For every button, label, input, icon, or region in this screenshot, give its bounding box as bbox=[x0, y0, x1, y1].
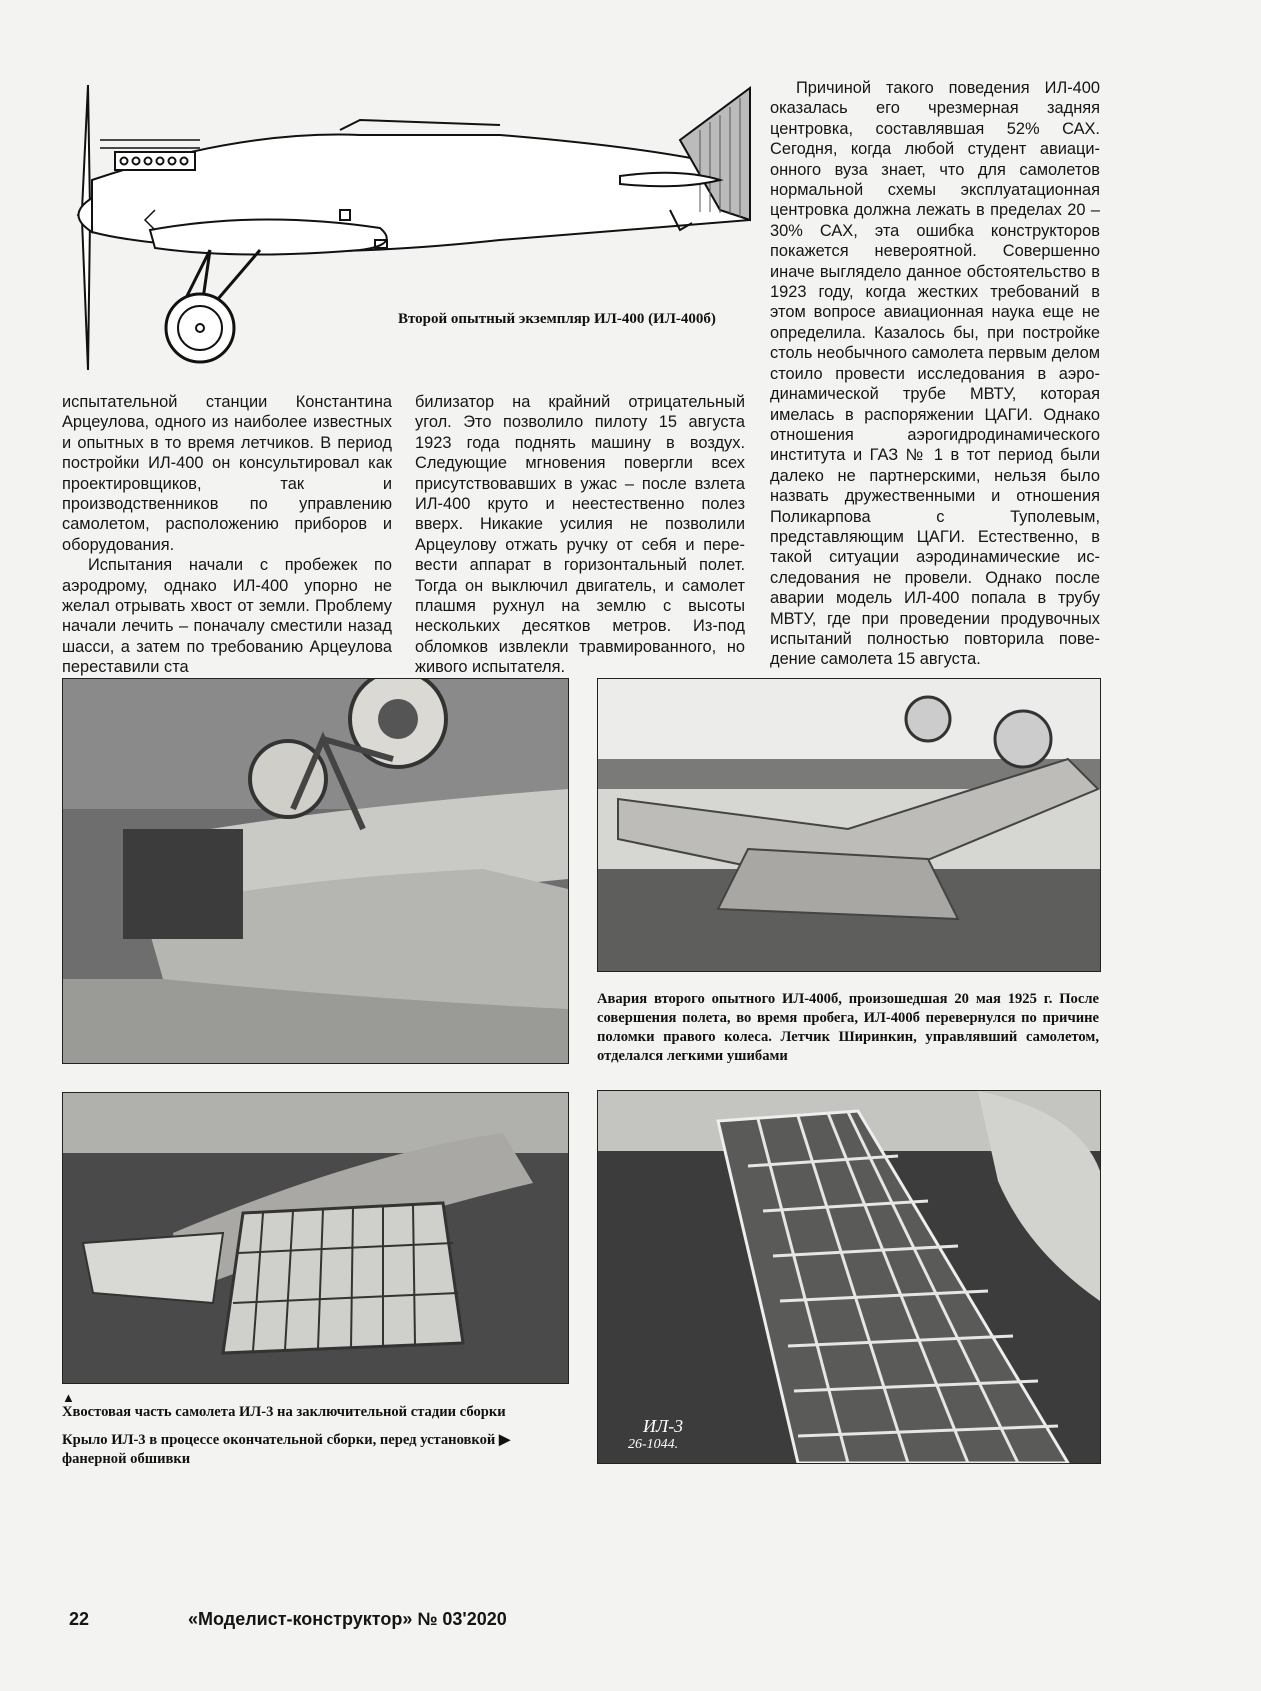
tail-section-photo bbox=[62, 1092, 569, 1384]
wing-caption-text-2: фанерной обшивки bbox=[62, 1451, 191, 1467]
paragraph: Причиной такого поведения ИЛ-400 оказалась его чрезмерная задняя центровка, составлявшая 52% САХ. Сегодня, когда любой студент авиационного вуза знает, что для самолетов нормальной схемы эксплуатационная центровка должна лежать в пределах 20 – 30% САХ, эта ошибка конструкторов покажется невероятной. Совершенно иначе выглядело данное обстоятельство в 1923 году, когда жестких требований в этом вопросе авиационная наука еще не определила. Казалось бы, при постройке столь необычного самолета первым делом стоило провести исследования в аэродинамической трубе МВТУ, которая имелась в распоряжении ЦАГИ. Однако отношения аэрогидродинамического института и ГАЗ № 1 в тот период были далеко не партнерскими, нельзя было назвать дружественными и отношения Поликарпова с Туполевым, представляющим ЦАГИ. Естественно, в такой ситуации аэродинамические исследования не провели. Однако после аварии модель ИЛ-400 попала в трубу МВТУ, где при проведении продувочных испытаний полностью повторила поведение самолета 15 августа. bbox=[770, 79, 1100, 669]
wing-caption bbox=[62, 1431, 510, 1469]
overturned-plane-photo bbox=[62, 678, 569, 1064]
aircraft-drawing bbox=[60, 80, 820, 400]
text-column-2 bbox=[415, 392, 745, 678]
magazine-title: «Моделист-конструктор» № 03'2020 bbox=[188, 1609, 507, 1629]
photo-label-number: 26-1044. bbox=[628, 1437, 679, 1452]
page-number: 22 bbox=[69, 1609, 90, 1629]
paragraph: испытательной станции Константина Арцеулова, одного из наиболее известных и опытных в то время летчиков. В период постройки ИЛ-400 он консультировал как проектировщиков, так и производственников по управлению самолетом, расположению приборов и оборудования. bbox=[62, 393, 392, 554]
tail-caption: Хвостовая часть самолета ИЛ-3 на заключительной стадии сборки bbox=[62, 1404, 506, 1420]
wing-photo bbox=[597, 1090, 1101, 1464]
right-arrow-icon: ▶ bbox=[499, 1432, 511, 1448]
drawing-caption: Второй опытный экземпляр ИЛ-400 (ИЛ-400б) bbox=[398, 311, 716, 327]
wing-caption-text: Крыло ИЛ-3 в процессе окончательной сборки, перед установкой bbox=[62, 1432, 496, 1448]
crash-caption: Авария второго опытного ИЛ-400б, произошедшая 20 мая 1925 г. После совершения полета, во время пробега, ИЛ-400б перевернулся по причине поломки правого колеса. Летчик Ширинкин, управлявший самолетом, отделался легкими ушибами bbox=[597, 991, 1099, 1064]
paragraph: билизатор на крайний отрицательный угол. Это позволило пилоту 15 августа 1923 года поднять машину в воздух. Следующие мгновения повергли всех присутствовавших в ужас – после взлета ИЛ-400 круто и неестественно полез вверх. Никакие усилия не позволили Арцеулову отжать ручку от себя и перевести аппарат в горизонтальный полет. Тогда он выключил двигатель, и самолет плашмя рухнул на землю с высоты нескольких десятков метров. Из-под обломков извлекли травмированного, но живого испытателя. bbox=[415, 393, 745, 677]
photo-label-il3: ИЛ-3 bbox=[643, 1416, 684, 1436]
up-arrow-icon: ▲ bbox=[62, 1390, 75, 1405]
text-column-3 bbox=[770, 78, 1100, 670]
paragraph: Испытания начали с пробежек по аэродрому, однако ИЛ-400 упорно не желал отрывать хвост от земли. Проблему начали лечить – поначалу сместили назад шасси, а затем по требованию Арцеулова переставили ста bbox=[62, 556, 392, 677]
text-column-1 bbox=[62, 392, 392, 678]
crash-field-photo bbox=[597, 678, 1101, 972]
